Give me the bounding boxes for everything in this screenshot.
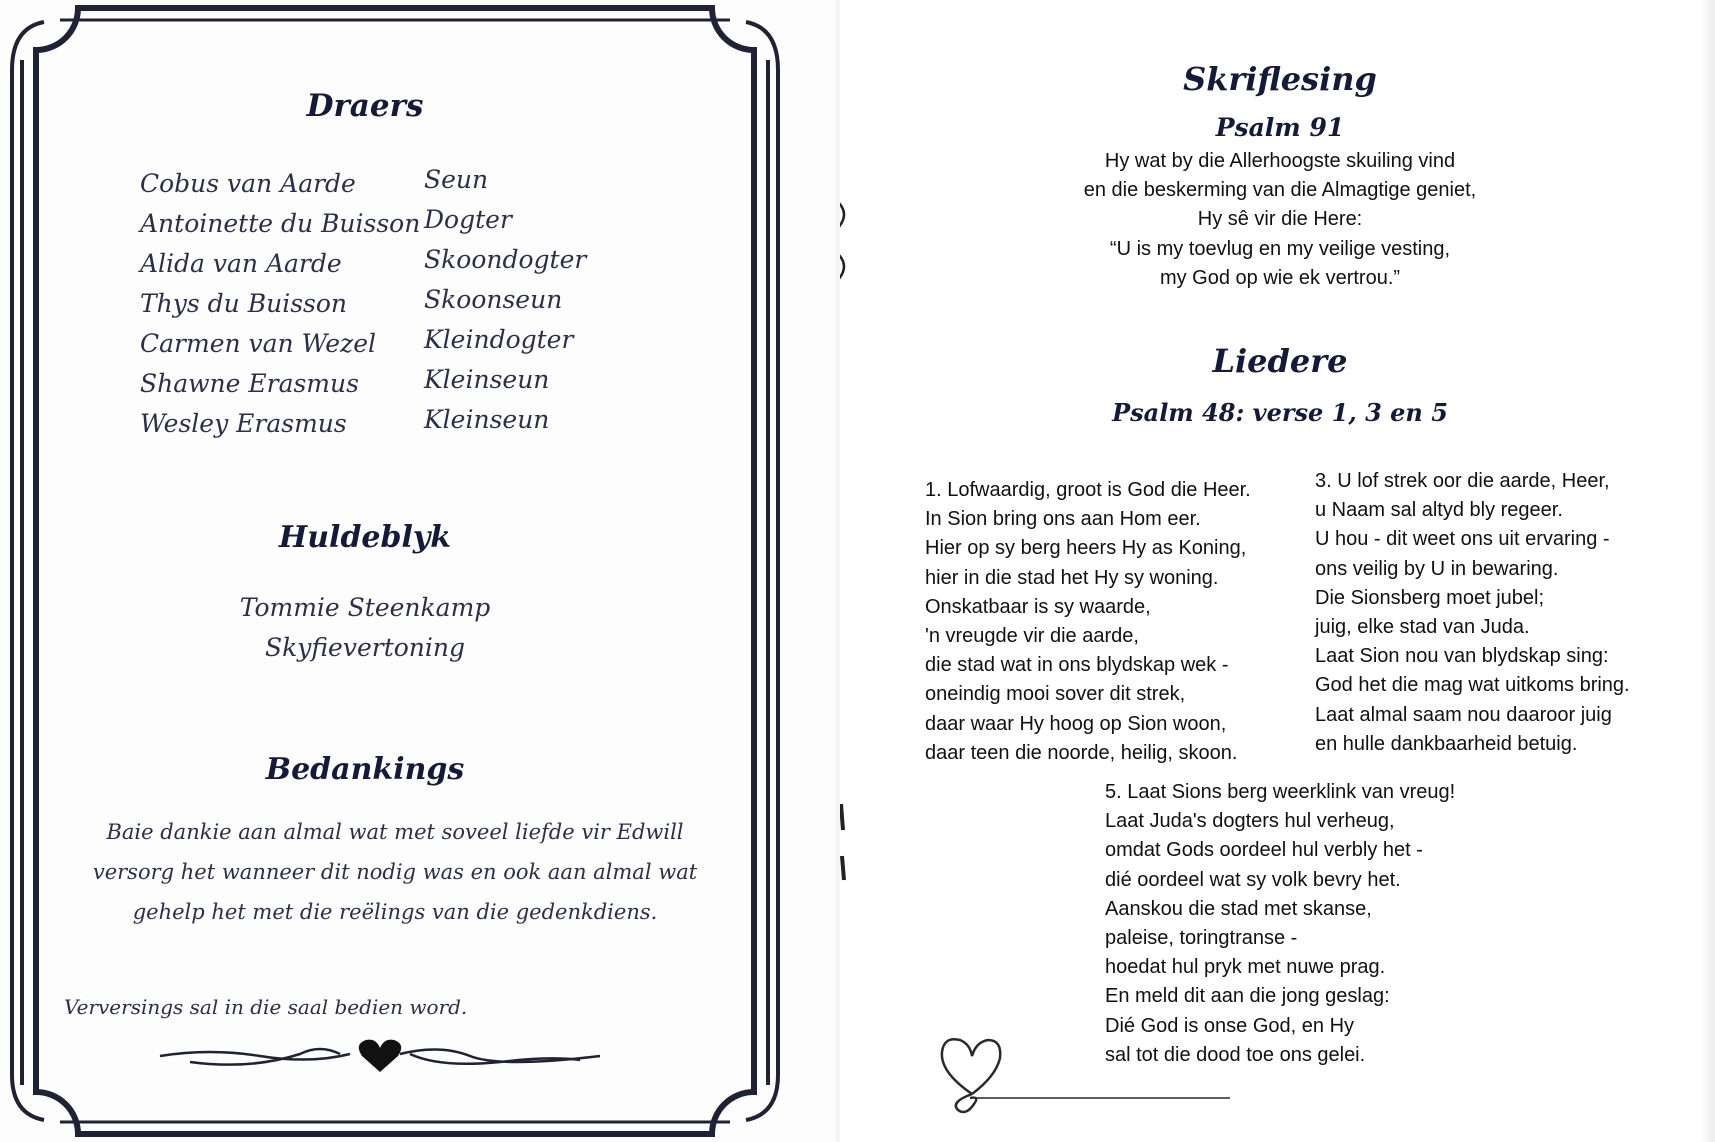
bearer-relations [424,160,586,440]
verse-line: u Naam sal altyd bly regeer. [1315,499,1563,522]
left-page [0,0,840,1142]
verse-line: ons veilig by U in bewaring. [1315,557,1559,580]
verse-line: en hulle dankbaarheid betuig. [1315,732,1578,755]
verse-line: die stad wat in ons blydskap wek - [925,654,1229,677]
heart-divider-icon [150,1030,610,1080]
verse-line: 'n vreugde vir die aarde, [925,625,1139,648]
list-item: Alida van Aarde [140,249,342,278]
verse-line: daar waar Hy hoog op Sion woon, [925,712,1227,735]
verse-line: Aanskou die stad met skanse, [1105,897,1372,920]
list-item: Skoonseun [424,285,563,314]
binding-marks [840,190,870,910]
verse-line: dié oordeel wat sy volk bevry het. [1105,868,1401,891]
page-edge [1700,0,1715,1142]
verse-line: daar teen die noorde, heilig, skoon. [925,741,1238,764]
bearer-names [140,164,420,444]
verse-line: Hier op sy berg heers Hy as Koning, [925,537,1247,560]
verse-line: hier in die stad het Hy sy woning. [925,566,1219,589]
verse-line: In Sion bring ons aan Hom eer. [925,508,1201,531]
verse-line: juig, elke stad van Juda. [1315,616,1530,639]
verse-5 [1105,778,1455,1070]
verse-line: Die Sionsberg moet jubel; [1315,586,1545,609]
list-item: Antoinette du Buisson [140,209,421,238]
verse-line: Laat Sion nou van blydskap sing: [1315,645,1609,668]
verse-line: En meld dit aan die jong geslag: [1105,985,1390,1008]
verse-1 [925,476,1251,768]
huldeblyk-line: Tommie Steenkamp [239,593,491,622]
list-item: Carmen van Wezel [140,329,377,358]
list-item: Shawne Erasmus [140,369,359,398]
scripture-line: Hy wat by die Allerhoogste skuiling vind [1104,150,1456,172]
heart-flourish-icon [930,1032,1260,1122]
draers-heading: Draers [306,88,424,124]
scripture-line: “U is my toevlug en my veilige vesting, [1109,237,1451,260]
verse-line: Laat Juda's dogters hul verheug, [1105,810,1395,833]
verse-line: U hou - dit weet ons uit ervaring - [1315,528,1610,551]
list-item: Kleindogter [424,325,574,354]
verse-line: paleise, toringtranse - [1105,927,1298,950]
scripture-line: Hy sê vir die Here: [1197,208,1363,231]
huldeblyk-line: Skyfievertoning [264,633,466,662]
skriflesing-reference: Psalm 91 [1215,113,1345,142]
bedankings-text [70,812,720,932]
verse-line: oneindig mooi sover dit strek, [925,683,1186,706]
list-item: Cobus van Aarde [140,169,356,198]
skriflesing-heading: Skriflesing [1183,60,1377,98]
scripture-line: en die beskerming van die Almagtige geniet, [1083,179,1477,202]
list-item: Kleinseun [424,405,550,434]
list-item: Thys du Buisson [140,289,348,318]
bedankings-line: gehelp het met die reëlings van die gedenkdiens. [132,900,658,924]
verse-line: omdat Gods oordeel hul verbly het - [1105,839,1423,862]
bedankings-line: Baie dankie aan almal wat met soveel liefde vir Edwill [106,820,684,844]
list-item: Wesley Erasmus [140,409,347,438]
verse-line: Laat almal saam nou daaroor juig [1315,703,1612,726]
verse-line: 3. U lof strek oor die aarde, Heer, [1315,470,1610,492]
skriflesing-text [1030,147,1530,293]
verse-line: 5. Laat Sions berg weerklink van vreug! [1105,781,1456,803]
verse-line: sal tot die dood toe ons gelei. [1105,1043,1366,1066]
verse-line: 1. Lofwaardig, groot is God die Heer. [925,479,1251,501]
scripture-line: my God op wie ek vertrou.” [1159,266,1401,289]
bedankings-heading: Bedankings [265,752,465,787]
bedankings-line: versorg het wanneer dit nodig was en ook aan almal wat [92,860,698,884]
verse-line: Dié God is onse God, en Hy [1105,1014,1355,1037]
footer-note: Verversings sal in die saal bedien word. [64,995,468,1019]
liedere-reference: Psalm 48: verse 1, 3 en 5 [1112,398,1448,427]
list-item: Kleinseun [424,365,550,394]
right-page [840,0,1715,1142]
verse-3 [1315,467,1630,759]
liedere-heading: Liedere [1212,342,1348,380]
verse-line: Onskatbaar is sy waarde, [925,595,1151,618]
list-item: Seun [424,165,489,194]
list-item: Skoondogter [424,245,587,274]
verse-line: hoedat hul pryk met nuwe prag. [1105,956,1386,979]
verse-line: God het die mag wat uitkoms bring. [1315,674,1630,697]
list-item: Dogter [424,205,512,234]
huldeblyk-heading: Huldeblyk [278,520,452,555]
huldeblyk-text [190,588,540,668]
